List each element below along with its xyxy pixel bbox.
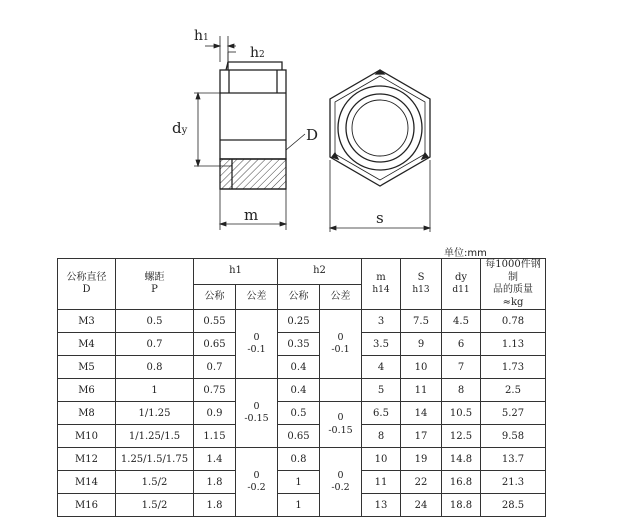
table-row	[58, 379, 546, 402]
cell-h2-tolerance-blank	[320, 379, 362, 402]
cell-h2: 1	[278, 471, 320, 494]
cell-p: 1/1.25	[116, 402, 194, 425]
header-h1-nominal: 公称	[194, 284, 236, 310]
cell-h1: 0.75	[194, 379, 236, 402]
cell-m: 4	[362, 356, 401, 379]
cell-p: 1.5/2	[116, 494, 194, 517]
table-row	[58, 425, 546, 448]
cell-dy: 14.8	[442, 448, 481, 471]
cell-s: 19	[401, 448, 442, 471]
cell-weight: 13.7	[481, 448, 546, 471]
cell-s: 7.5	[401, 310, 442, 333]
label-h1: h1	[194, 28, 209, 44]
cell-m: 3.5	[362, 333, 401, 356]
cell-d: M4	[58, 333, 116, 356]
cell-dy: 16.8	[442, 471, 481, 494]
cell-h2: 0.65	[278, 425, 320, 448]
cell-m: 10	[362, 448, 401, 471]
cell-h2: 0.8	[278, 448, 320, 471]
cell-h1-tolerance: 0 -0.1	[236, 310, 278, 379]
cell-h1: 0.7	[194, 356, 236, 379]
front-view	[330, 70, 430, 186]
header-weight: 每1000件钢制 品的质量 ≈kg	[481, 259, 546, 310]
label-dy: dy	[172, 119, 188, 137]
cell-h2-tolerance: 0 -0.2	[320, 448, 362, 517]
cell-h1-tolerance: 0 -0.15	[236, 379, 278, 448]
cell-p: 1/1.25/1.5	[116, 425, 194, 448]
cell-weight: 9.58	[481, 425, 546, 448]
table-row	[58, 448, 546, 471]
cell-m: 11	[362, 471, 401, 494]
cell-weight: 2.5	[481, 379, 546, 402]
header-h2-nominal: 公称	[278, 284, 320, 310]
table-row	[58, 333, 546, 356]
nut-technical-drawing	[0, 0, 620, 250]
header-diameter: 公称直径 D	[58, 259, 116, 310]
label-m: m	[244, 206, 259, 224]
cell-dy: 18.8	[442, 494, 481, 517]
cell-h2: 0.4	[278, 356, 320, 379]
header-m: m h14	[362, 259, 401, 310]
cell-d: M8	[58, 402, 116, 425]
cell-h1: 0.55	[194, 310, 236, 333]
table-row	[58, 494, 546, 517]
cell-dy: 7	[442, 356, 481, 379]
cell-m: 6.5	[362, 402, 401, 425]
cell-dy: 6	[442, 333, 481, 356]
cell-weight: 1.13	[481, 333, 546, 356]
cell-h1: 0.9	[194, 402, 236, 425]
cell-p: 0.5	[116, 310, 194, 333]
cell-p: 1	[116, 379, 194, 402]
cell-h1: 1.4	[194, 448, 236, 471]
header-h2-tolerance: 公差	[320, 284, 362, 310]
cell-weight: 0.78	[481, 310, 546, 333]
cell-h2: 0.35	[278, 333, 320, 356]
cell-h2-tolerance: 0 -0.15	[320, 402, 362, 448]
side-view-dimensions	[194, 36, 305, 230]
cell-s: 11	[401, 379, 442, 402]
side-view	[220, 62, 286, 189]
cell-weight: 5.27	[481, 402, 546, 425]
cell-dy: 4.5	[442, 310, 481, 333]
cell-h1: 1.15	[194, 425, 236, 448]
cell-d: M5	[58, 356, 116, 379]
cell-dy: 8	[442, 379, 481, 402]
cell-d: M14	[58, 471, 116, 494]
cell-weight: 21.3	[481, 471, 546, 494]
cell-h1: 1.8	[194, 471, 236, 494]
cell-s: 24	[401, 494, 442, 517]
cell-h2: 1	[278, 494, 320, 517]
cell-d: M3	[58, 310, 116, 333]
header-pitch: 螺距 P	[116, 259, 194, 310]
header-dy: dy d11	[442, 259, 481, 310]
unit-label: 单位:mm	[444, 248, 487, 259]
label-h2: h2	[250, 45, 265, 61]
cell-d: M16	[58, 494, 116, 517]
cell-p: 0.7	[116, 333, 194, 356]
cell-d: M6	[58, 379, 116, 402]
cell-s: 14	[401, 402, 442, 425]
cell-p: 0.8	[116, 356, 194, 379]
cell-weight: 1.73	[481, 356, 546, 379]
label-D: D	[306, 126, 319, 144]
cell-weight: 28.5	[481, 494, 546, 517]
cell-h1-tolerance: 0 -0.2	[236, 448, 278, 517]
cell-h2: 0.5	[278, 402, 320, 425]
cell-s: 22	[401, 471, 442, 494]
cell-d: M10	[58, 425, 116, 448]
table-row	[58, 310, 546, 333]
cell-s: 17	[401, 425, 442, 448]
spec-table	[57, 258, 546, 517]
cell-s: 9	[401, 333, 442, 356]
cell-p: 1.5/2	[116, 471, 194, 494]
cell-h2-tolerance: 0 -0.1	[320, 310, 362, 379]
header-s: S h13	[401, 259, 442, 310]
cell-d: M12	[58, 448, 116, 471]
cell-m: 5	[362, 379, 401, 402]
cell-h2: 0.25	[278, 310, 320, 333]
label-s: s	[376, 209, 384, 227]
cell-h1: 1.8	[194, 494, 236, 517]
header-h1: h1	[194, 259, 278, 285]
table-row	[58, 356, 546, 379]
cell-s: 10	[401, 356, 442, 379]
cell-p: 1.25/1.5/1.75	[116, 448, 194, 471]
cell-h2: 0.4	[278, 379, 320, 402]
table-row	[58, 402, 546, 425]
cell-m: 3	[362, 310, 401, 333]
cell-dy: 12.5	[442, 425, 481, 448]
cell-dy: 10.5	[442, 402, 481, 425]
cell-m: 8	[362, 425, 401, 448]
header-h1-tolerance: 公差	[236, 284, 278, 310]
table-row	[58, 471, 546, 494]
cell-h1: 0.65	[194, 333, 236, 356]
cell-m: 13	[362, 494, 401, 517]
header-h2: h2	[278, 259, 362, 285]
